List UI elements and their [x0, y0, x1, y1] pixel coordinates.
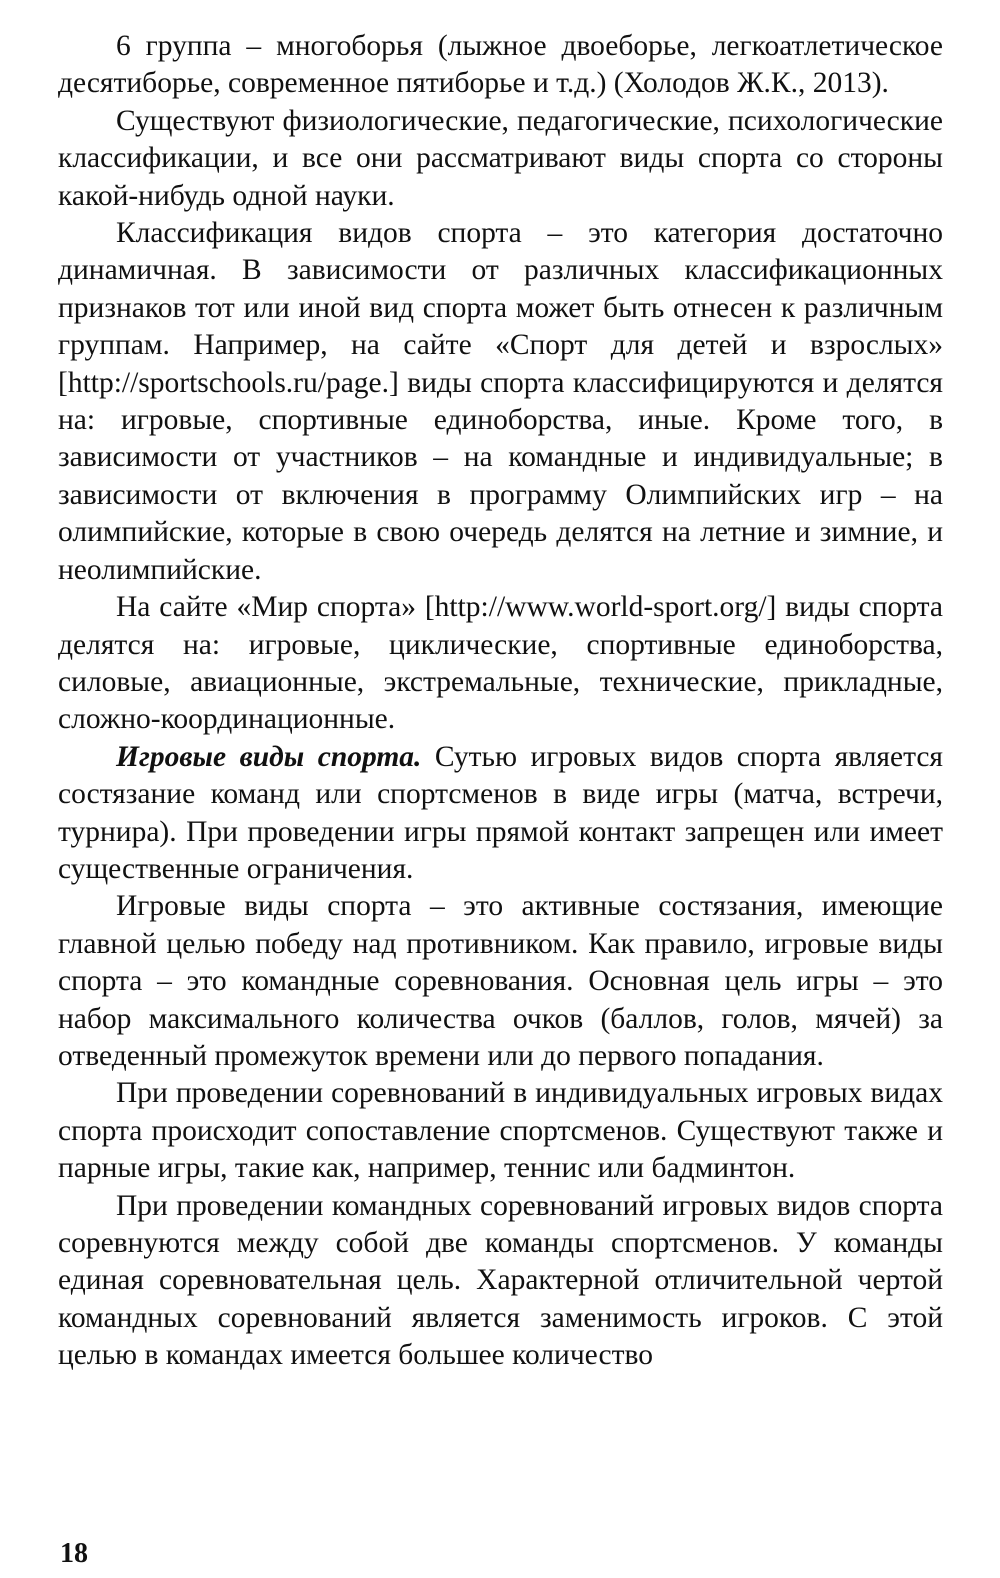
paragraph-8 — [58, 1188, 943, 1375]
paragraph-6 — [58, 888, 943, 1075]
paragraph-1-text: 6 группа – многоборья (лыжное двоеборье, легкоатлетическое десятиборье, современное пятиборье и т.д.) (Холодов Ж.К., 2013). — [58, 30, 943, 100]
paragraph-3 — [58, 215, 943, 589]
page-number: 18 — [60, 1538, 88, 1569]
paragraph-2-text: Существуют физиологические, педагогические, психологические классификации, и все они рассматривают виды спорта со стороны какой-нибудь одной науки. — [58, 104, 943, 212]
paragraph-8-text: При проведении командных соревнований игровых видов спорта соревнуются между собой две команды спортсменов. У команды единая соревновательная цель. Характерной отличительной чертой командных соревнований является заменимость игроков. С этой целью в командах имеется большее количество — [58, 1189, 943, 1372]
paragraph-7 — [58, 1075, 943, 1187]
section-lead-heading: Игровые виды спорта. — [116, 740, 422, 773]
paragraph-3-text: Классификация видов спорта – это категория достаточно динамичная. В зависимости от различных классификационных признаков тот или иной вид спорта может быть отнесен к различным группам. Например, на сайте «Спорт для детей и взрослых» [http://sportschools.ru/page.] виды спорта классифицируются и делятся на: игровые, спортивные единоборства, иные. Кроме того, в зависимости от участников – на командные и индивидуальные; в зависимости от включения в программу Олимпийских игр – на олимпийские, которые в свою очередь делятся на летние и зимние, и неолимпийские. — [58, 217, 943, 586]
paragraph-5-text: Сутью игровых видов спорта является состязание команд или спортсменов в виде игры (матча, встречи, турнира). При проведении игры прямой контакт запрещен или имеет существенные ограничения. — [58, 740, 943, 885]
paragraph-6-text: Игровые виды спорта – это активные состязания, имеющие главной целью победу над противником. Как правило, игровые виды спорта – это командные соревнования. Основная цель игры – это набор максимального количества очков (баллов, голов, мячей) за отведенный промежуток времени или до первого попадания. — [58, 890, 943, 1072]
page-body — [58, 28, 943, 1375]
paragraph-7-text: При проведении соревнований в индивидуальных игровых видах спорта происходит сопоставление спортсменов. Существуют также и парные игры, такие как, например, теннис или бадминтон. — [58, 1077, 943, 1185]
paragraph-2 — [58, 103, 943, 215]
paragraph-1 — [58, 28, 943, 103]
paragraph-4 — [58, 589, 943, 739]
paragraph-4-text: На сайте «Мир спорта» [http://www.world-sport.org/] виды спорта делятся на: игровые, циклические, спортивные единоборства, силовые, авиационные, экстремальные, технические, прикладные, сложно-координационные. — [58, 591, 943, 736]
paragraph-5 — [58, 739, 943, 889]
